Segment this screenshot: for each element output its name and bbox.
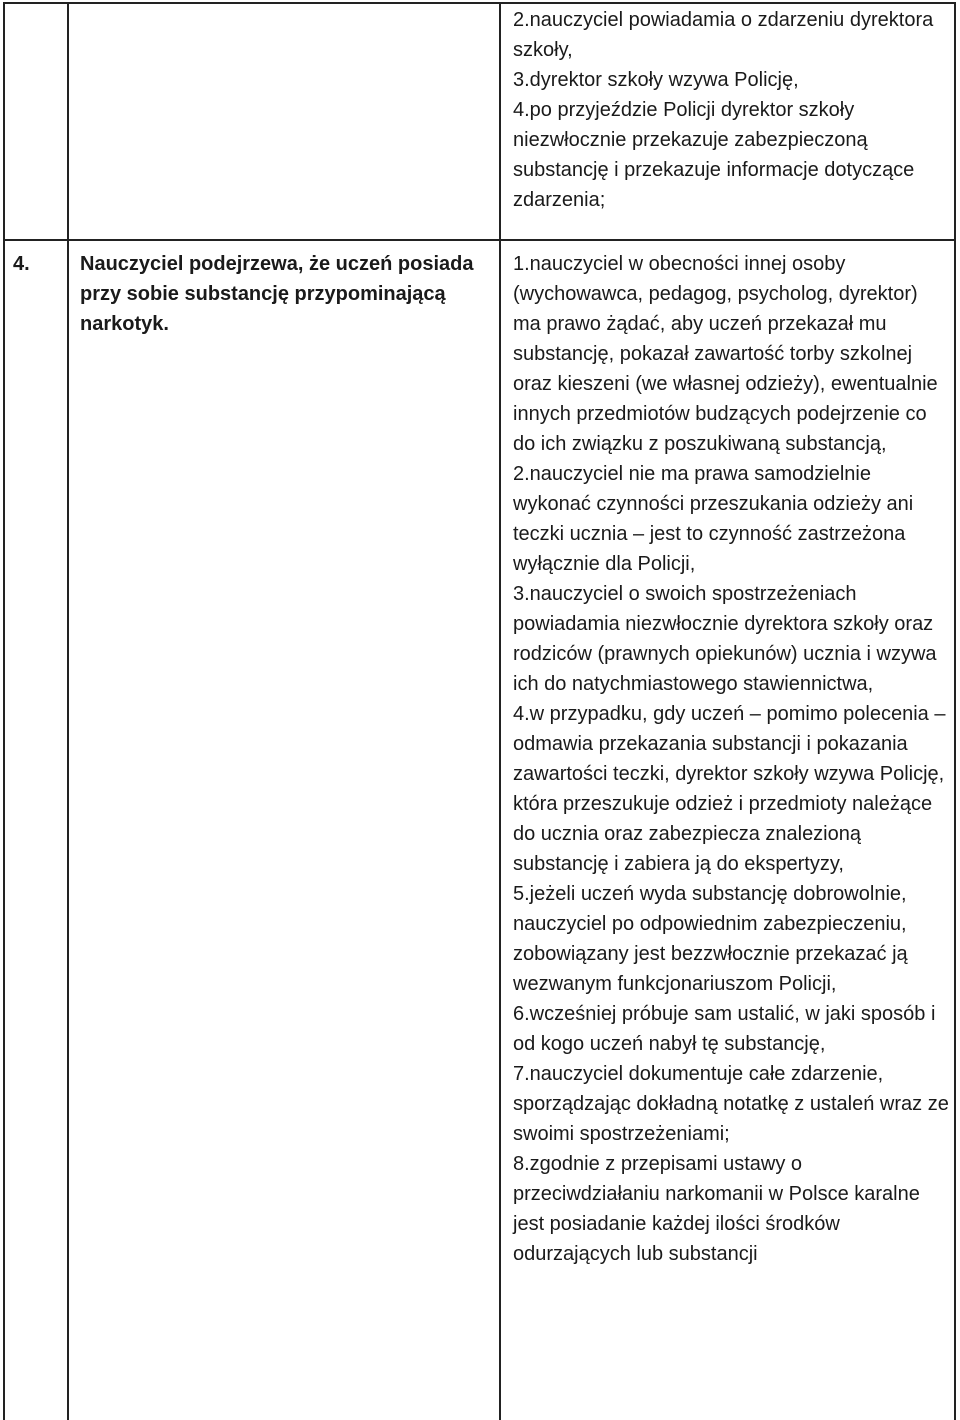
- top-row-procedure-cell: [513, 5, 949, 215]
- situation-description: Nauczyciel podejrzewa, że uczeń posiada przy sobie substancję przypominającą narkotyk.: [80, 253, 474, 335]
- row4-procedure-cell: [513, 249, 949, 1269]
- procedure-step: 3.nauczyciel o swoich spostrzeżeniach powiadamia niezwłocznie dyrektora szkoły oraz rodziców (prawnych opiekunów) ucznia i wzywa ich do natychmiastowego stawiennictwa,: [513, 583, 937, 695]
- row-number: 4.: [13, 253, 30, 275]
- procedure-step: 4.po przyjeździe Policji dyrektor szkoły niezwłocznie przekazuje zabezpieczoną substancję i przekazuje informacje dotyczące zdarzenia;: [513, 99, 915, 211]
- procedure-step: 4.w przypadku, gdy uczeń – pomimo polecenia – odmawia przekazania substancji i pokazania zawartości teczki, dyrektor szkoły wzywa Policję, która przeszukuje odzież i przedmioty należące do ucznia oraz zabezpiecza znalezioną substancję i zabiera ją do ekspertyzy,: [513, 703, 946, 875]
- procedure-step: 8.zgodnie z przepisami ustawy o przeciwdziałaniu narkomanii w Polsce karalne jest posiadanie każdej ilości środków odurzających lub substancji: [513, 1153, 920, 1265]
- procedure-step: 2.nauczyciel powiadamia o zdarzeniu dyrektora szkoły,: [513, 9, 934, 61]
- procedure-step: 3.dyrektor szkoły wzywa Policję,: [513, 69, 799, 91]
- row-divider: [3, 239, 956, 241]
- procedure-step: 5.jeżeli uczeń wyda substancję dobrowolnie, nauczyciel po odpowiednim zabezpieczeniu, zobowiązany jest bezzwłocznie przekazać ją wezwanym funkcjonariuszom Policji,: [513, 883, 908, 995]
- procedure-step: 6.wcześniej próbuje sam ustalić, w jaki sposób i od kogo uczeń nabył tę substancję,: [513, 1003, 936, 1055]
- column-divider-procedure: [499, 2, 501, 1420]
- procedure-step: 7.nauczyciel dokumentuje całe zdarzenie, sporządzając dokładną notatkę z ustaleń wraz ze swoimi spostrzeżeniami;: [513, 1063, 949, 1145]
- column-divider-number: [67, 2, 69, 1420]
- procedure-step: 1.nauczyciel w obecności innej osoby (wychowawca, pedagog, psycholog, dyrektor) ma prawo żądać, aby uczeń przekazał mu substancję, pokazał zawartość torby szkolnej oraz kieszeni (we własnej odzieży), ewentualnie innych przedmiotów budzących podejrzenie co do ich związku z poszukiwaną substancją,: [513, 253, 938, 455]
- procedure-step: 2.nauczyciel nie ma prawa samodzielnie wykonać czynności przeszukania odzieży ani teczki ucznia – jest to czynność zastrzeżona wyłącznie dla Policji,: [513, 463, 914, 575]
